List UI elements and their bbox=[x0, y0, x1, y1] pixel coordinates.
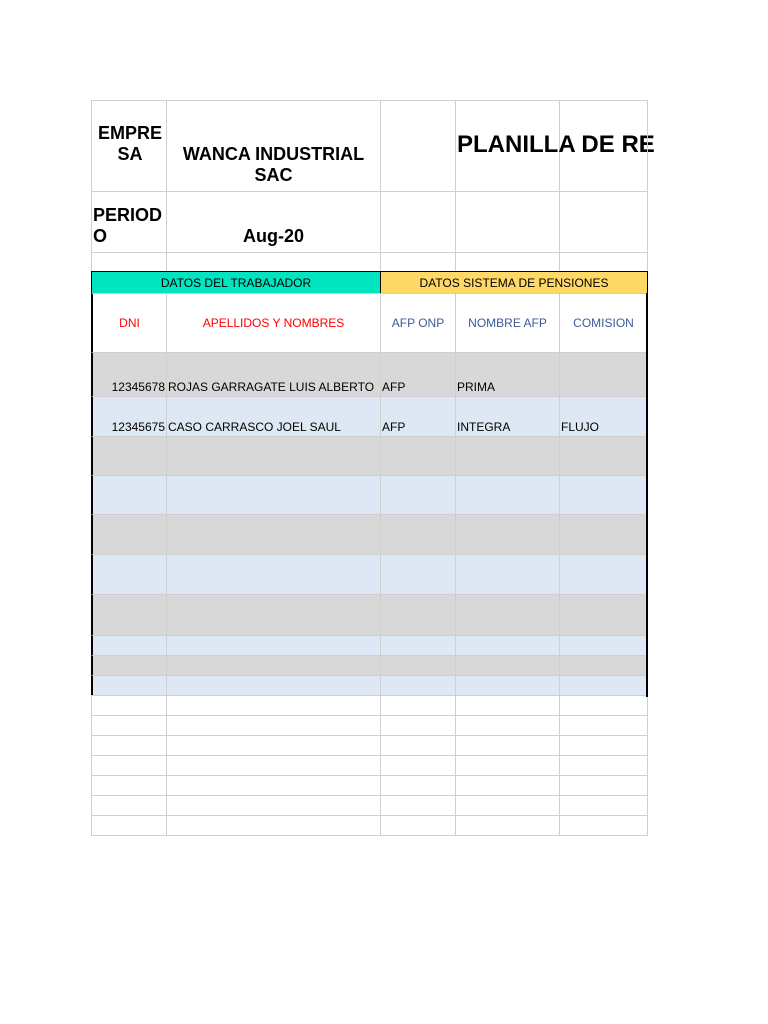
empty-cell[interactable] bbox=[380, 775, 456, 796]
empty-cell[interactable] bbox=[455, 675, 560, 696]
empty-cell[interactable] bbox=[380, 635, 456, 656]
empty-cell[interactable] bbox=[559, 695, 648, 716]
table-right-border bbox=[646, 293, 648, 697]
empty-cell[interactable] bbox=[559, 554, 648, 595]
empty-cell[interactable] bbox=[166, 795, 381, 816]
empty-cell[interactable] bbox=[559, 436, 648, 476]
empty-cell[interactable] bbox=[91, 715, 167, 736]
blank-cell[interactable] bbox=[559, 100, 648, 192]
blank-cell[interactable] bbox=[380, 191, 456, 253]
column-header-apellidos-nombres[interactable]: APELLIDOS Y NOMBRES bbox=[166, 293, 381, 353]
empty-cell[interactable] bbox=[166, 514, 381, 555]
empty-cell[interactable] bbox=[559, 675, 648, 696]
empty-cell[interactable] bbox=[380, 815, 456, 836]
title-cell[interactable] bbox=[455, 100, 655, 192]
empty-cell[interactable] bbox=[380, 554, 456, 595]
empty-cell[interactable] bbox=[91, 655, 167, 676]
empty-cell[interactable] bbox=[559, 715, 648, 736]
empty-cell[interactable] bbox=[91, 514, 167, 555]
empty-cell[interactable] bbox=[380, 715, 456, 736]
cell-nombre[interactable]: CASO CARRASCO JOEL SAUL bbox=[166, 396, 381, 437]
cell-afp-onp[interactable]: AFP bbox=[380, 352, 456, 397]
section-datos-pensiones[interactable]: DATOS SISTEMA DE PENSIONES bbox=[380, 271, 648, 294]
empty-cell[interactable] bbox=[380, 436, 456, 476]
empresa-value-cell[interactable] bbox=[166, 100, 381, 192]
cell-nombre-afp[interactable]: PRIMA bbox=[455, 352, 560, 397]
empty-cell[interactable] bbox=[455, 775, 560, 796]
empty-cell[interactable] bbox=[166, 695, 381, 716]
empty-cell[interactable] bbox=[166, 635, 381, 656]
sheet-title: PLANILLA DE RE bbox=[457, 131, 655, 158]
empty-cell[interactable] bbox=[455, 594, 560, 636]
empty-cell[interactable] bbox=[166, 675, 381, 696]
blank-cell[interactable] bbox=[559, 191, 648, 253]
blank-cell[interactable] bbox=[380, 100, 456, 192]
column-header-dni[interactable]: DNI bbox=[91, 293, 167, 353]
blank-cell[interactable] bbox=[559, 252, 648, 272]
empty-cell[interactable] bbox=[91, 594, 167, 636]
blank-cell[interactable] bbox=[166, 252, 381, 272]
cell-nombre-afp[interactable]: INTEGRA bbox=[455, 396, 560, 437]
empty-cell[interactable] bbox=[380, 594, 456, 636]
empty-cell[interactable] bbox=[455, 514, 560, 555]
empty-cell[interactable] bbox=[455, 815, 560, 836]
empty-cell[interactable] bbox=[455, 436, 560, 476]
empty-cell[interactable] bbox=[166, 475, 381, 515]
empty-cell[interactable] bbox=[166, 775, 381, 796]
empresa-label: EMPRESA bbox=[97, 123, 162, 164]
empty-cell[interactable] bbox=[91, 735, 167, 756]
empty-cell[interactable] bbox=[166, 735, 381, 756]
empty-cell[interactable] bbox=[559, 775, 648, 796]
empty-cell[interactable] bbox=[166, 815, 381, 836]
empty-cell[interactable] bbox=[455, 755, 560, 776]
empty-cell[interactable] bbox=[91, 475, 167, 515]
empty-cell[interactable] bbox=[455, 635, 560, 656]
empty-cell[interactable] bbox=[91, 755, 167, 776]
empty-cell[interactable] bbox=[91, 635, 167, 656]
empty-cell[interactable] bbox=[455, 695, 560, 716]
empty-cell[interactable] bbox=[91, 554, 167, 595]
empty-cell[interactable] bbox=[91, 675, 167, 696]
periodo-value: Aug-20 bbox=[242, 226, 304, 246]
empty-cell[interactable] bbox=[380, 795, 456, 816]
column-header-afp-onp[interactable]: AFP ONP bbox=[380, 293, 456, 353]
empty-cell[interactable] bbox=[380, 755, 456, 776]
empty-cell[interactable] bbox=[559, 815, 648, 836]
empty-cell[interactable] bbox=[559, 755, 648, 776]
empty-cell[interactable] bbox=[559, 594, 648, 636]
empty-cell[interactable] bbox=[455, 795, 560, 816]
empty-cell[interactable] bbox=[91, 775, 167, 796]
empty-cell[interactable] bbox=[166, 594, 381, 636]
cell-afp-onp[interactable]: AFP bbox=[380, 396, 456, 437]
empty-cell[interactable] bbox=[455, 475, 560, 515]
cell-nombre[interactable]: ROJAS GARRAGATE LUIS ALBERTO bbox=[166, 352, 381, 397]
cell-comision[interactable] bbox=[559, 352, 648, 397]
empresa-value: WANCA INDUSTRIAL SAC bbox=[182, 144, 365, 185]
empty-cell[interactable] bbox=[91, 436, 167, 476]
empty-cell[interactable] bbox=[380, 675, 456, 696]
empty-cell[interactable] bbox=[380, 655, 456, 676]
empty-cell[interactable] bbox=[91, 795, 167, 816]
blank-cell[interactable] bbox=[455, 252, 560, 272]
empty-cell[interactable] bbox=[380, 475, 456, 515]
empty-cell[interactable] bbox=[380, 695, 456, 716]
empty-cell[interactable] bbox=[455, 655, 560, 676]
empty-cell[interactable] bbox=[166, 436, 381, 476]
empty-cell[interactable] bbox=[559, 795, 648, 816]
section-datos-trabajador[interactable]: DATOS DEL TRABAJADOR bbox=[91, 271, 381, 294]
blank-cell[interactable] bbox=[380, 252, 456, 272]
column-header-nombre-afp[interactable]: NOMBRE AFP bbox=[455, 293, 560, 353]
empty-cell[interactable] bbox=[559, 655, 648, 676]
empty-cell[interactable] bbox=[559, 514, 648, 555]
cell-dni[interactable]: 12345678 bbox=[91, 352, 167, 397]
empty-cell[interactable] bbox=[166, 715, 381, 736]
periodo-label-cell[interactable] bbox=[91, 191, 167, 253]
empty-cell[interactable] bbox=[166, 554, 381, 595]
empty-cell[interactable] bbox=[380, 735, 456, 756]
empty-cell[interactable] bbox=[455, 715, 560, 736]
blank-cell[interactable] bbox=[455, 191, 560, 253]
cell-comision[interactable]: FLUJO bbox=[559, 396, 648, 437]
periodo-label: PERIODO bbox=[93, 205, 163, 246]
empty-cell[interactable] bbox=[166, 655, 381, 676]
empty-cell[interactable] bbox=[455, 735, 560, 756]
empty-cell[interactable] bbox=[559, 475, 648, 515]
empty-cell[interactable] bbox=[455, 554, 560, 595]
empty-cell[interactable] bbox=[91, 815, 167, 836]
empty-cell[interactable] bbox=[559, 735, 648, 756]
empresa-label-cell[interactable] bbox=[91, 100, 167, 192]
empty-cell[interactable] bbox=[559, 635, 648, 656]
cell-dni[interactable]: 12345675 bbox=[91, 396, 167, 437]
empty-cell[interactable] bbox=[380, 514, 456, 555]
empty-cell[interactable] bbox=[91, 695, 167, 716]
periodo-value-cell[interactable] bbox=[166, 191, 381, 253]
column-header-comision[interactable]: COMISION bbox=[559, 293, 648, 353]
blank-cell[interactable] bbox=[91, 252, 167, 272]
empty-cell[interactable] bbox=[166, 755, 381, 776]
